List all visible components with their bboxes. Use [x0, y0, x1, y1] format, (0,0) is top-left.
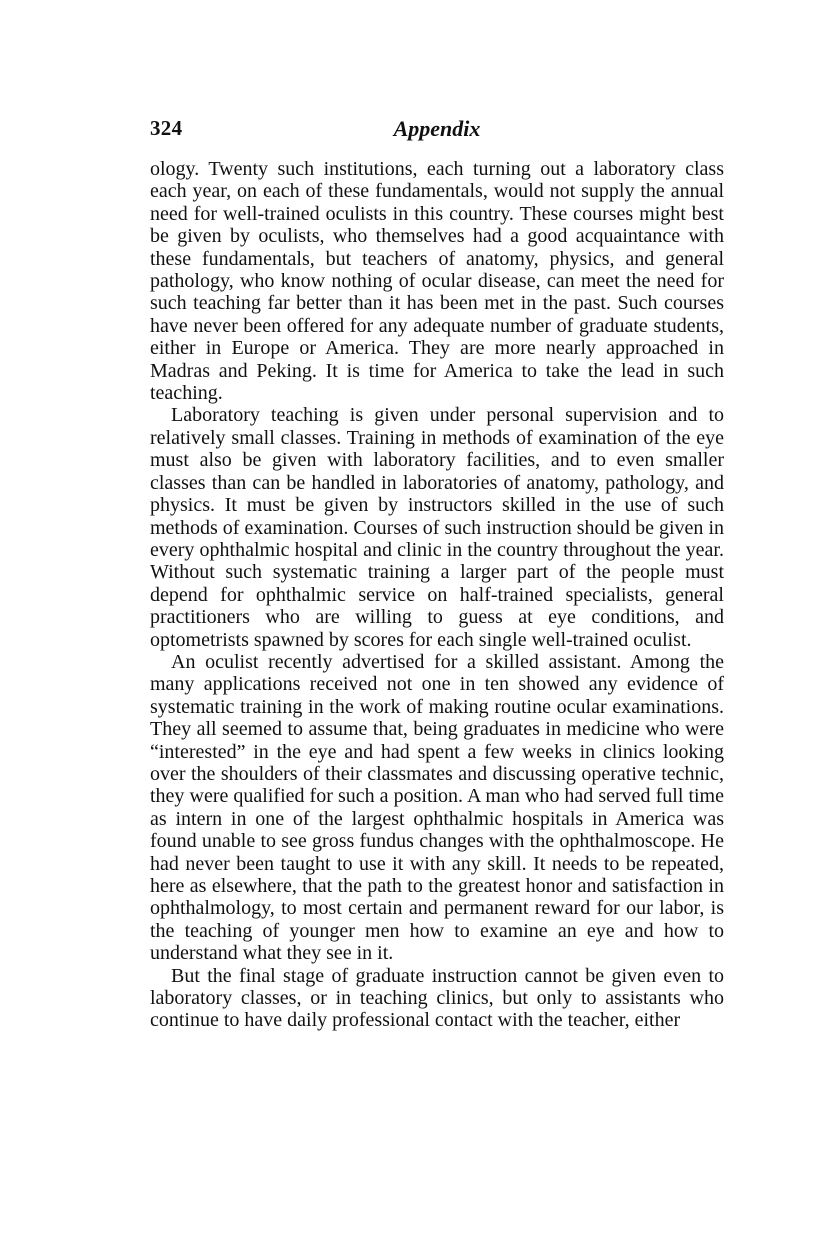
paragraph-2: Laboratory teaching is given under personal supervision and to relatively small classes. Training in methods of examination of the eye must also be given with laboratory facilities, and to even smaller classes than can be handled in laboratories of anatomy, pathology, and physics. It must be given by instructors skilled in the use of such methods of examination. Courses of such instruction should be given in every ophthalmic hospital and clinic in the country throughout the year. Without such systematic training a larger part of the people must depend for ophthalmic service on half-trained specialists, general practitioners who are willing to guess at eye conditions, and optometrists spawned by scores for each single well-trained oculist. [150, 404, 724, 651]
paragraph-3: An oculist recently advertised for a skilled assistant. Among the many applications received not one in ten showed any evidence of systematic training in the work of making routine ocular examinations. They all seemed to assume that, being graduates in medicine who were “interested” in the eye and had spent a few weeks in clinics looking over the shoulders of their classmates and discussing operative technic, they were qualified for such a position. A man who had served full time as intern in one of the largest ophthalmic hospitals in America was found unable to see gross fundus changes with the ophthalmoscope. He had never been taught to use it with any skill. It needs to be repeated, here as elsewhere, that the path to the greatest honor and satisfaction in ophthalmology, to most certain and permanent reward for our labor, is the teaching of younger men how to examine an eye and how to understand what they see in it. [150, 650, 724, 965]
body-text [150, 158, 724, 1032]
page-number: 324 [150, 116, 183, 140]
paragraph-1: ology. Twenty such institutions, each turning out a laboratory class each year, on each of these fundamentals, would not supply the annual need for well-trained oculists in this country. These courses might best be given by oculists, who themselves had a good acquaintance with these fundamentals, but teachers of anatomy, physics, and general pathology, who know nothing of ocular disease, can meet the need for such teaching far better than it has been met in the past. Such courses have never been offered for any adequate number of graduate students, either in Europe or America. They are more nearly approached in Madras and Peking. It is time for America to take the lead in such teaching. [150, 158, 724, 405]
running-title: Appendix [393, 116, 481, 141]
page-header [150, 116, 724, 146]
paragraph-4: But the final stage of graduate instruction cannot be given even to laboratory classes, or in teaching clinics, but only to assistants who continue to have daily professional contact with the teacher, either [150, 964, 724, 1032]
